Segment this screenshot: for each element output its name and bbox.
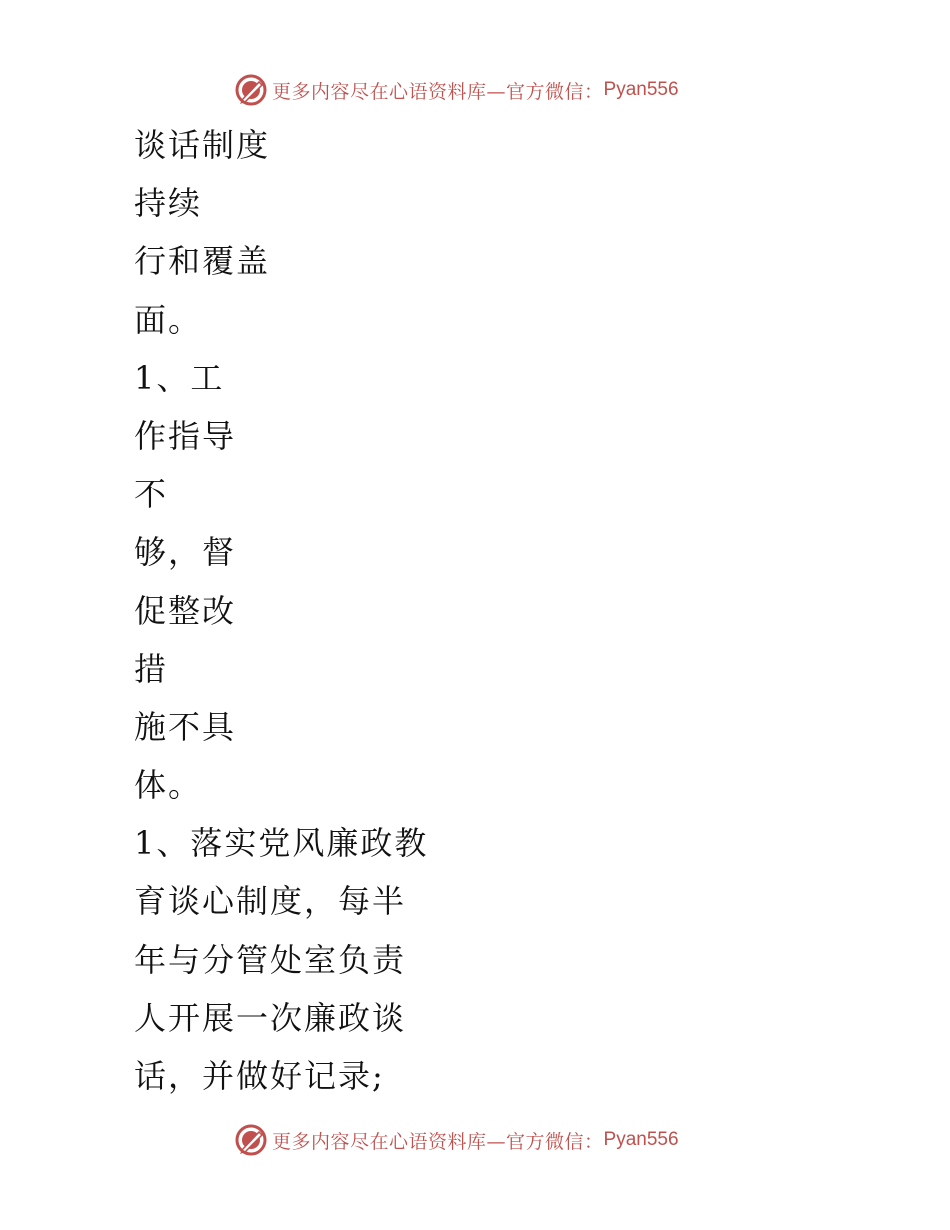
- body-line: 1、工: [134, 358, 225, 397]
- body-line: 1、落实党风廉政教: [134, 824, 429, 863]
- body-line: 年与分管处室负责: [134, 940, 407, 979]
- body-line: 作指导: [134, 416, 237, 455]
- body-line: 不: [134, 475, 169, 514]
- header-wechat-id: Pyan556: [603, 79, 679, 100]
- body-line: 育谈心制度，每半: [134, 882, 407, 921]
- body-line: 施不具: [134, 707, 237, 746]
- header-watermark-banner: [234, 72, 679, 108]
- body-line: 人开展一次廉政谈: [134, 998, 407, 1037]
- body-line: 面。: [134, 300, 203, 339]
- body-line: 行和覆盖: [134, 242, 271, 281]
- footer-banner-text: 更多内容尽在心语资料库—官方微信：: [272, 1130, 604, 1153]
- body-line: 促整改: [134, 591, 237, 630]
- body-line: 持续: [134, 184, 203, 223]
- header-banner-text: 更多内容尽在心语资料库—官方微信：: [272, 80, 604, 103]
- pen-seal-icon: [234, 1123, 268, 1157]
- body-line: 话，并做好记录;: [134, 1057, 385, 1095]
- footer-watermark-banner: [234, 1122, 679, 1158]
- pen-seal-icon: [234, 73, 268, 107]
- document-body: [134, 116, 428, 1105]
- body-line: 谈话制度: [134, 126, 271, 164]
- body-line: 措: [134, 649, 169, 688]
- body-line: 体。: [134, 766, 203, 805]
- body-line: 够，督: [134, 533, 237, 572]
- footer-wechat-id: Pyan556: [603, 1129, 679, 1150]
